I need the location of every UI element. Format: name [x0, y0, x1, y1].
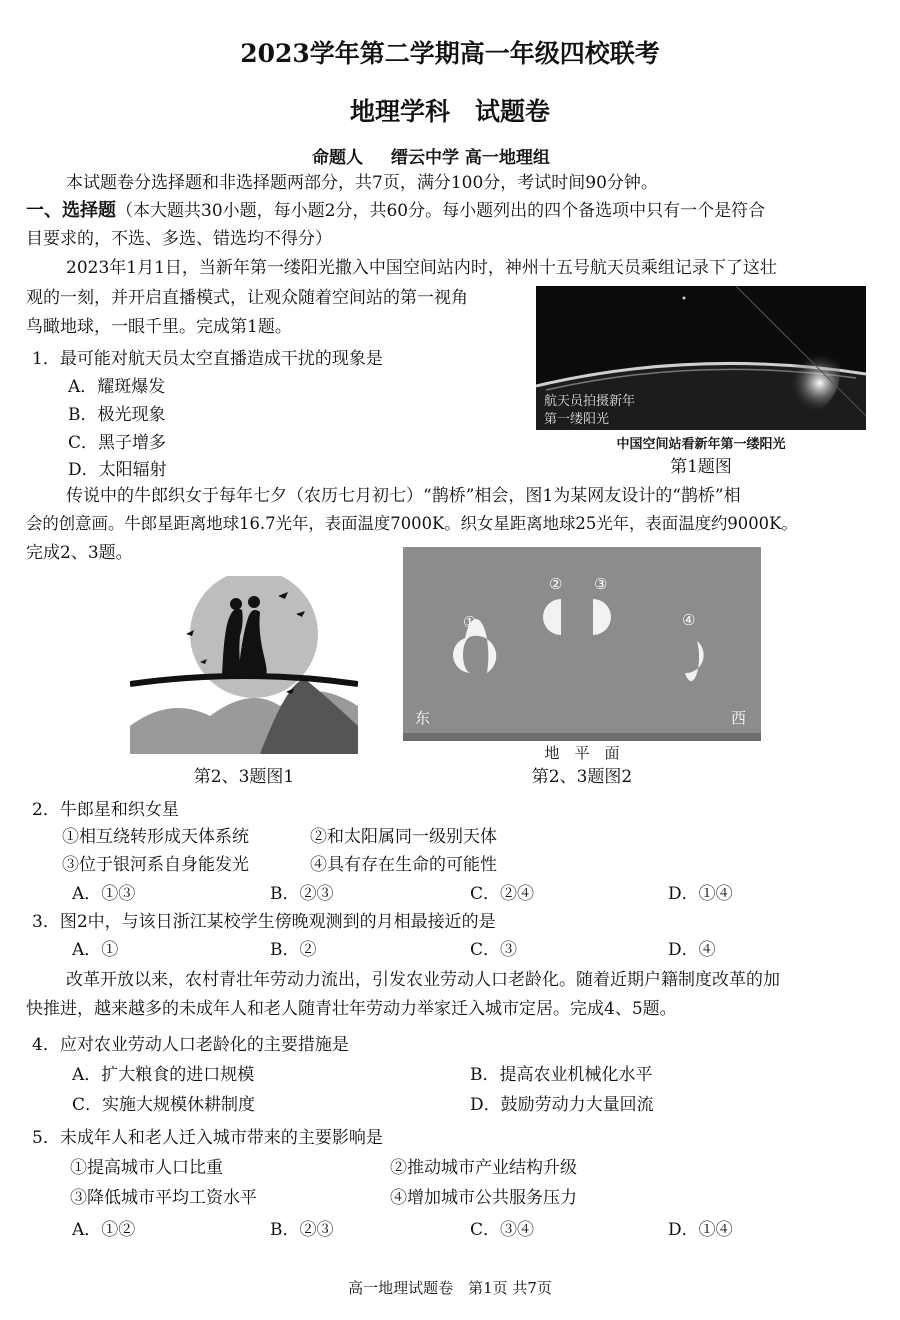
- q5-stem: 5．未成年人和老人迁入城市带来的主要影响是: [32, 1128, 383, 1148]
- passage1-line2: 观的一刻，并开启直播模式，让观众随着空间站的第一视角: [26, 288, 468, 308]
- passage3-line1: 改革开放以来，农村青壮年劳动力流出，引发农业劳动人口老龄化。随着近期户籍制度改革的加: [66, 970, 780, 990]
- section-desc-line1: （本大题共30小题，每小题2分，共60分。每小题列出的四个备选项中只有一个是符合: [116, 201, 766, 221]
- fig23-caption2: 第2、3题图2: [531, 767, 633, 787]
- page-footer: 高一地理试题卷 第1页 共7页: [348, 1279, 552, 1297]
- q2-option-b: B．②③: [270, 884, 334, 904]
- fig23-illustration: [130, 576, 358, 754]
- q5-item-4: ④增加城市公共服务压力: [390, 1188, 577, 1208]
- q5-option-b: B．②③: [270, 1220, 334, 1240]
- q2-item-4: ④具有存在生命的可能性: [310, 855, 497, 875]
- ground-label: 地 平 面: [544, 744, 620, 762]
- q3-option-d: D．④: [668, 940, 716, 960]
- q2-option-c: C．②④: [470, 884, 535, 904]
- section-desc-line2: 目要求的，不选、多选、错选均不得分）: [26, 229, 332, 249]
- fig1-overlay-line1: 航天员拍摄新年: [544, 394, 636, 409]
- q2-stem: 2．牛郎星和织女星: [32, 800, 179, 820]
- q1-option-d: D．太阳辐射: [68, 460, 167, 480]
- passage2-line1: 传说中的牛郎织女于每年七夕（农历七月初七）“鹊桥”相会，图1为某网友设计的“鹊桥”相: [66, 486, 741, 506]
- passage3-line2: 快推进，越来越多的未成年人和老人随青壮年劳动力举家迁入城市定居。完成4、5题。: [26, 999, 677, 1019]
- author-line: [312, 143, 550, 168]
- moon-label-2: ②: [549, 575, 563, 593]
- moon-label-3: ③: [594, 575, 608, 593]
- fig23-caption1: 第2、3题图1: [193, 767, 295, 787]
- fig1-caption-bold: 中国空间站看新年第一缕阳光: [616, 437, 786, 452]
- exam-subtitle: 地理学科 试题卷: [349, 97, 550, 126]
- q5-item-2: ②推动城市产业结构升级: [390, 1158, 577, 1178]
- author-name: 缙云中学 高一地理组: [391, 148, 550, 168]
- moon-label-1: ①: [463, 613, 477, 631]
- q2-item-2: ②和太阳属同一级别天体: [310, 827, 497, 847]
- q3-option-b: B．②: [270, 940, 317, 960]
- direction-east: 东: [415, 709, 431, 727]
- q4-option-d: D．鼓励劳动力大量回流: [470, 1095, 654, 1115]
- section-name: 一、选择题: [26, 200, 116, 221]
- exam-title: 2023学年第二学期高一年级四校联考: [240, 39, 660, 68]
- q5-option-a: A．①②: [72, 1220, 136, 1240]
- q1-option-b: B．极光现象: [68, 405, 166, 425]
- section-heading: [26, 197, 765, 225]
- q2-item-1: ①相互绕转形成天体系统: [62, 827, 249, 847]
- fig1-overlay-line2: 第一缕阳光: [544, 412, 610, 427]
- q2-option-d: D．①④: [668, 884, 733, 904]
- q2-item-3: ③位于银河系自身能发光: [62, 855, 249, 875]
- intro-text: 本试题卷分选择题和非选择题两部分，共7页，满分100分，考试时间90分钟。: [66, 173, 658, 193]
- q5-item-3: ③降低城市平均工资水平: [70, 1188, 257, 1208]
- moon-phase-diagram: [403, 547, 761, 741]
- passage2-line3: 完成2、3题。: [26, 543, 133, 563]
- q1-stem: 1．最可能对航天员太空直播造成干扰的现象是: [32, 349, 383, 369]
- fig23-moon-phases: [403, 547, 761, 741]
- q1-option-c: C．黑子增多: [68, 433, 167, 453]
- q2-option-a: A．①③: [72, 884, 136, 904]
- passage1-line3: 鸟瞰地球，一眼千里。完成第1题。: [26, 317, 292, 337]
- q5-item-1: ①提高城市人口比重: [70, 1158, 223, 1178]
- passage2-line2: 会的创意画。牛郎星距离地球16.7光年，表面温度7000K。织女星距离地球25光年，表面温度约9000K。: [26, 514, 798, 533]
- q4-option-a: A．扩大粮食的进口规模: [72, 1065, 255, 1085]
- q4-option-b: B．提高农业机械化水平: [470, 1065, 653, 1085]
- direction-west: 西: [731, 709, 747, 727]
- moon-label-4: ④: [682, 611, 696, 629]
- fig1-caption: 第1题图: [670, 457, 732, 477]
- q1-option-a: A．耀斑爆发: [68, 377, 166, 397]
- q4-option-c: C．实施大规模休耕制度: [72, 1095, 256, 1115]
- author-label: 命题人: [312, 148, 363, 168]
- q5-option-c: C．③④: [470, 1220, 535, 1240]
- passage1-line1: 2023年1月1日，当新年第一缕阳光撒入中国空间站内时，神州十五号航天员乘组记录下了这壮: [66, 258, 777, 278]
- q3-option-c: C．③: [470, 940, 518, 960]
- q5-option-d: D．①④: [668, 1220, 733, 1240]
- q3-stem: 3．图2中，与该日浙江某校学生傍晚观测到的月相最接近的是: [32, 912, 496, 932]
- qiqiao-silhouette-image: [130, 576, 358, 754]
- q4-stem: 4．应对农业劳动人口老龄化的主要措施是: [32, 1035, 349, 1055]
- fig1-photo: [536, 286, 866, 430]
- q3-option-a: A．①: [72, 940, 119, 960]
